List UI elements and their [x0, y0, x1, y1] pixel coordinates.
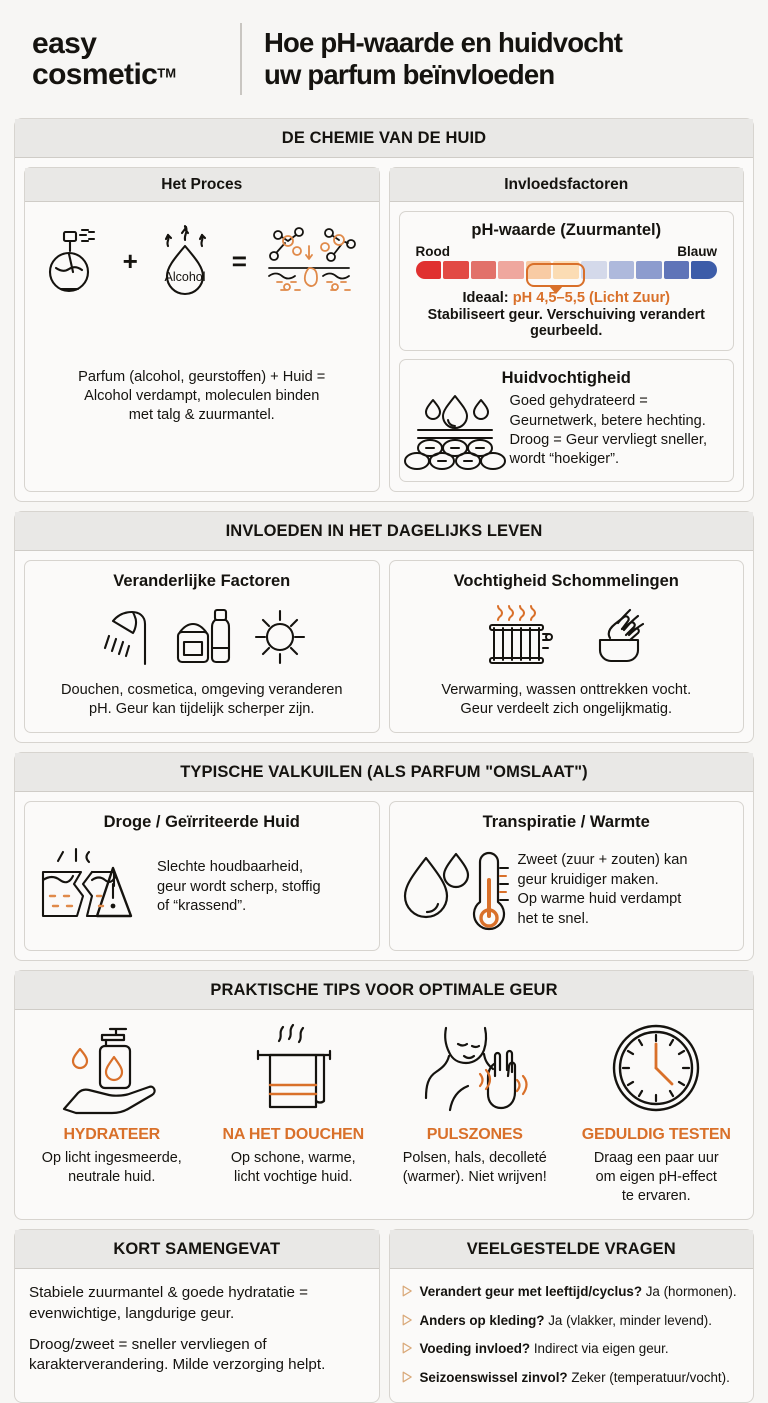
faq-question: Verandert geur met leeftijd/cyclus?: [419, 1284, 643, 1300]
ph-segment-8: [636, 261, 662, 279]
moisture-description: [510, 392, 722, 470]
card-het-proces: [24, 167, 380, 492]
card-het-proces-heading: Het Proces: [25, 168, 379, 202]
faq-text: [420, 1340, 669, 1357]
s2-right-line2: Geur verdeelt zich ongelijkmatig.: [460, 701, 673, 718]
alcohol-drop-label: Alcohol: [164, 270, 206, 284]
s2-left-line2: pH. Geur kan tijdelijk scherper zijn.: [89, 701, 315, 718]
plus-symbol: +: [122, 245, 138, 276]
faq-item[interactable]: [402, 1283, 744, 1300]
alcohol-drop-icon: [152, 224, 218, 298]
tip2-line1: Polsen, hals, decolleté: [402, 1150, 547, 1167]
card-veranderlijke-factoren: [24, 560, 380, 733]
faq-answer: Ja (vlakker, minder levend).: [544, 1312, 712, 1328]
triangle-bullet-icon: [402, 1285, 413, 1297]
tip-hydrateer-title: HYDRATEER: [63, 1126, 161, 1144]
moisture-block: [399, 359, 735, 482]
transpiratie-text: [518, 851, 734, 929]
section-summary: [14, 1229, 380, 1403]
neck-pulse-point-icon: [390, 1022, 560, 1114]
brand-line2: cosmetic: [32, 58, 158, 91]
section-faq: [389, 1229, 755, 1403]
process-line1: Parfum (alcohol, geurstoffen) + Huid =: [78, 368, 326, 385]
s3-right-line4: het te snel.: [517, 910, 589, 927]
ph-segment-2: [471, 261, 497, 279]
ph-ideal-text: [412, 290, 722, 306]
faq-text: [420, 1283, 737, 1300]
vochtigheid-schommelingen-title: Vochtigheid Schommelingen: [453, 572, 679, 590]
tip-na-het-douchen: [205, 1022, 383, 1205]
triangle-bullet-icon: [402, 1371, 413, 1383]
ph-segment-0: [416, 261, 442, 279]
faq-question: Voeding invloed?: [419, 1341, 531, 1357]
veranderlijke-factoren-text: [35, 681, 369, 719]
summary-paragraph-2: [29, 1335, 365, 1375]
ph-segment-1: [443, 261, 469, 279]
droge-huid-text: [157, 858, 369, 916]
summary-p1-line2: evenwichtige, langdurige geur.: [29, 1304, 235, 1322]
ph-scale: [412, 244, 722, 279]
page-title-line1: Hoe pH-waarde en huidvocht: [264, 27, 623, 59]
summary-p1-line1: Stabiele zuurmantel & goede hydratatie =: [29, 1284, 309, 1302]
moisture-line3: Droog = Geur vervliegt sneller,: [509, 432, 708, 448]
brand-logo: [22, 28, 240, 90]
droge-huid-title: Droge / Geïrriteerde Huid: [103, 813, 300, 832]
daily-icon-row-right: [400, 606, 734, 668]
cracked-skin-warning-icon: [35, 846, 143, 928]
process-icon-row: [35, 224, 369, 298]
lotion-pump-hand-icon: [27, 1022, 197, 1114]
ph-segment-5: [553, 261, 579, 279]
tip-geduldig-testen-text: [572, 1149, 742, 1205]
faq-list: [390, 1269, 754, 1402]
faq-heading: VEELGESTELDE VRAGEN: [390, 1230, 754, 1269]
ph-gradient-bar[interactable]: [416, 261, 718, 279]
skin-hydration-icon: [412, 392, 498, 470]
process-line2: Alcohol verdampt, moleculen binden: [84, 387, 320, 404]
tip1-line1: Op schone, warme,: [230, 1150, 356, 1167]
faq-text: [420, 1369, 730, 1386]
vochtigheid-schommelingen-text: [400, 681, 734, 719]
tip-pulszones: [386, 1022, 564, 1205]
daily-icon-row-left: [35, 606, 369, 668]
ph-ideal-value: pH 4,5–5,5 (Licht Zuur): [512, 290, 671, 306]
ph-label-right: Blauw: [677, 244, 717, 259]
handwash-icon: [588, 606, 650, 668]
ph-segment-7: [609, 261, 635, 279]
s2-left-line1: Douchen, cosmetica, omgeving veranderen: [61, 682, 343, 698]
card-vochtigheid-schommelingen: [389, 560, 745, 733]
s3-right-line2: geur kruidiger maken.: [517, 871, 659, 888]
summary-p2-line2: karakterverandering. Milde verzorging helpt.: [29, 1356, 326, 1374]
card-droge-huid: [24, 801, 380, 951]
ph-ideal-prefix: Ideaal:: [462, 290, 513, 306]
tip3-line1: Draag een paar uur: [593, 1150, 719, 1167]
header-divider: [240, 23, 242, 95]
sweat-thermometer-icon: [400, 844, 504, 936]
bottom-row: [14, 1229, 754, 1403]
triangle-bullet-icon: [402, 1342, 413, 1354]
tip-na-het-douchen-text: [209, 1149, 379, 1186]
moisture-line1: Goed gehydrateerd =: [509, 393, 648, 410]
card-invloedsfactoren: [389, 167, 745, 492]
shower-icon: [95, 606, 153, 668]
faq-item[interactable]: [402, 1312, 744, 1329]
section-practical-tips: [14, 970, 754, 1220]
trademark-symbol: TM: [157, 65, 177, 81]
card-invloedsfactoren-heading: Invloedsfactoren: [390, 168, 744, 202]
tip3-line3: te ervaren.: [621, 1187, 691, 1204]
section2-heading: INVLOEDEN IN HET DAGELIJKS LEVEN: [15, 512, 753, 551]
section1-heading: DE CHEMIE VAN DE HUID: [15, 119, 753, 158]
sun-icon: [251, 606, 309, 668]
tip-geduldig-testen: [568, 1022, 746, 1205]
tip3-line2: om eigen pH-effect: [595, 1168, 717, 1185]
tip-geduldig-testen-title: GEDULDIG TESTEN: [581, 1126, 731, 1144]
section4-heading: PRAKTISCHE TIPS VOOR OPTIMALE GEUR: [15, 971, 753, 1010]
section3-heading: TYPISCHE VALKUILEN (ALS PARFUM "OMSLAAT"): [15, 753, 753, 792]
ph-note-text: Stabiliseert geur. Verschuiving verandert geurbeeld.: [427, 307, 705, 339]
faq-question: Anders op kleding?: [419, 1312, 545, 1328]
veranderlijke-factoren-title: Veranderlijke Factoren: [113, 572, 291, 590]
s2-right-line1: Verwarming, wassen onttrekken vocht.: [441, 682, 692, 698]
page-title: [264, 27, 622, 91]
s3-right-line3: Op warme huid verdampt: [517, 891, 682, 908]
summary-paragraph-1: [29, 1283, 365, 1323]
s3-right-line1: Zweet (zuur + zouten) kan: [517, 852, 688, 869]
tip1-line2: licht vochtige huid.: [234, 1168, 353, 1185]
section-pitfalls: [14, 752, 754, 961]
ph-scale-block: [399, 211, 735, 351]
summary-p2-line1: Droog/zweet = sneller vervliegen of: [29, 1335, 267, 1353]
ph-scale-title: pH-waarde (Zuurmantel): [471, 221, 662, 239]
card-transpiratie: [389, 801, 745, 951]
section-skin-chemistry: [14, 118, 754, 502]
moisture-title: Huidvochtigheid: [501, 369, 631, 387]
tip-hydrateer-text: [27, 1149, 197, 1186]
faq-question: Seizoenswissel zinvol?: [419, 1369, 568, 1385]
faq-item[interactable]: [402, 1369, 744, 1386]
perfume-bottle-icon: [47, 226, 109, 296]
s3-left-line1: Slechte houdbaarheid,: [157, 859, 304, 876]
process-description: [35, 368, 369, 425]
equals-symbol: =: [231, 245, 247, 276]
radiator-icon: [482, 606, 556, 668]
ph-segment-4: [526, 261, 552, 279]
process-line3: met talg & zuurmantel.: [128, 407, 275, 424]
molecules-skin-icon: [261, 224, 357, 298]
summary-heading: KORT SAMENGEVAT: [15, 1230, 379, 1269]
cosmetics-icon: [173, 606, 231, 668]
tip2-line2: (warmer). Niet wrijven!: [402, 1168, 547, 1185]
transpiratie-title: Transpiratie / Warmte: [482, 813, 650, 832]
page-header: [14, 0, 754, 118]
ph-ideal-arrow: [549, 286, 563, 294]
faq-text: [420, 1312, 712, 1329]
brand-line1: easy: [32, 26, 97, 60]
tip-na-het-douchen-title: NA HET DOUCHEN: [222, 1126, 364, 1144]
s3-left-line2: geur wordt scherp, stoffig: [157, 878, 321, 895]
ph-segment-6: [581, 261, 607, 279]
ph-segment-3: [498, 261, 524, 279]
page-title-line2: uw parfum beïnvloeden: [264, 59, 555, 90]
faq-answer: Ja (hormonen).: [642, 1284, 737, 1300]
ph-segment-10: [691, 261, 717, 279]
moisture-line2: Geurnetwerk, betere hechting.: [509, 412, 706, 429]
faq-answer: Zeker (temperatuur/vocht).: [567, 1369, 730, 1385]
ph-label-left: Rood: [415, 244, 450, 259]
tip0-line1: Op licht ingesmeerde,: [41, 1150, 182, 1167]
s3-left-line3: of “krassend”.: [157, 897, 247, 914]
tip-pulszones-text: [390, 1149, 560, 1186]
moisture-line4: wordt “hoekiger”.: [509, 451, 619, 468]
tip-pulszones-title: PULSZONES: [426, 1126, 523, 1144]
ph-segment-9: [664, 261, 690, 279]
tip0-line2: neutrale huid.: [68, 1168, 156, 1185]
faq-answer: Indirect via eigen geur.: [530, 1341, 669, 1357]
section-daily-influences: [14, 511, 754, 743]
clock-icon: [572, 1022, 742, 1114]
faq-item[interactable]: [402, 1340, 744, 1357]
triangle-bullet-icon: [402, 1314, 413, 1326]
towel-steam-icon: [209, 1022, 379, 1114]
tip-hydrateer: [23, 1022, 201, 1205]
